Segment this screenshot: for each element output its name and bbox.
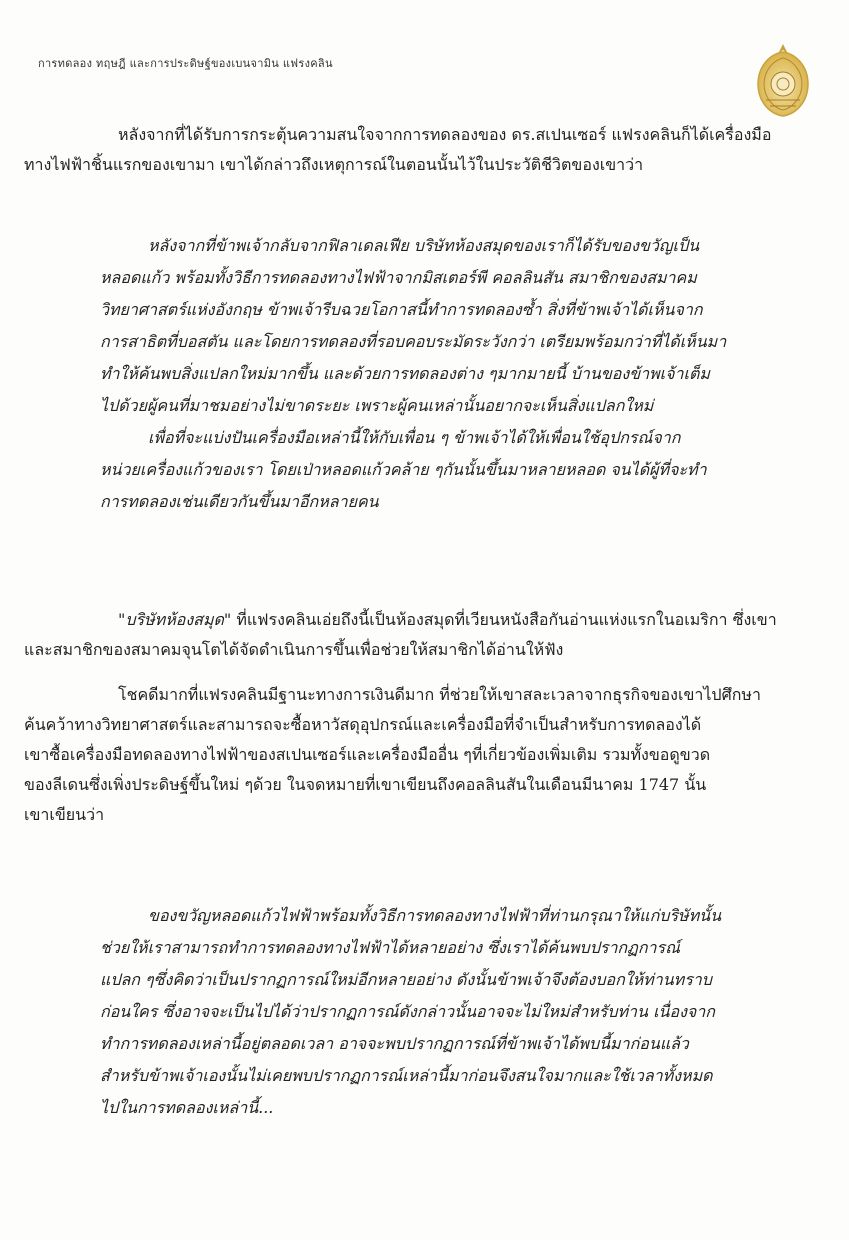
text-line: สำหรับข้าพเจ้าเองนั้นไม่เคยพบปรากฏการณ์เหล่านี้มาก่อนจึงสนใจมากและใช้เวลาทั้งหมด: [100, 1066, 713, 1085]
text-line: การสาธิตที่บอสตัน และโดยการทดลองที่รอบคอบระมัดระวังกว่า เตรียมพร้อมกว่าที่ได้เห็นมา: [100, 332, 727, 351]
text-line: หน่วยเครื่องแก้วของเรา โดยเป่าหลอดแก้วคล้าย ๆกันนั้นขึ้นมาหลายหลอด จนได้ผู้ที่จะทำ: [100, 460, 707, 479]
text-line: โชคดีมากที่แฟรงคลินมีฐานะทางการเงินดีมาก ที่ช่วยให้เขาสละเวลาจากธุรกิจของเขาไปศึกษา: [118, 685, 761, 704]
text-line: ทางไฟฟ้าชิ้นแรกของเขามา เขาได้กล่าวถึงเหตุการณ์ในตอนนั้นไว้ในประวัติชีวิตของเขาว่า: [24, 155, 644, 174]
text-line: เพื่อที่จะแบ่งปันเครื่องมือเหล่านี้ให้กับเพื่อน ๆ ข้าพเจ้าได้ให้เพื่อนใช้อุปกรณ์จาก: [148, 428, 681, 447]
running-header: การทดลอง ทฤษฎี และการประดิษฐ์ของเบนจามิน แฟรงคลิน: [38, 57, 333, 70]
text-line: วิทยาศาสตร์แห่งอังกฤษ ข้าพเจ้ารีบฉวยโอกาสนี้ทำการทดลองซ้ำ สิ่งที่ข้าพเจ้าได้เห็นจาก: [100, 300, 703, 319]
emphasis-term: "บริษัทห้องสมุด": [118, 610, 232, 629]
blockquote-franklin-2: [100, 900, 748, 1124]
text-line: และสมาชิกของสมาคมจุนโตได้จัดดำเนินการขึ้นเพื่อช่วยให้สมาชิกได้อ่านให้ฟัง: [24, 640, 564, 659]
paragraph-library-company: [24, 605, 796, 665]
text-line: ไปในการทดลองเหล่านี้...: [100, 1098, 274, 1117]
emblem-logo: [752, 40, 814, 120]
text-line: หลังจากที่ข้าพเจ้ากลับจากฟิลาเดลเฟีย บริษัทห้องสมุดของเราก็ได้รับของขวัญเป็น: [148, 236, 700, 255]
text-line: แปลก ๆซึ่งคิดว่าเป็นปรากฏการณ์ใหม่อีกหลายอย่าง ดังนั้นข้าพเจ้าจึงต้องบอกให้ท่านทราบ: [100, 970, 712, 989]
text-line: ทำการทดลองเหล่านี้อยู่ตลอดเวลา อาจจะพบปรากฏการณ์ที่ข้าพเจ้าได้พบนี้มาก่อนแล้ว: [100, 1034, 689, 1053]
text-line: ที่แฟรงคลินเอ่ยถึงนี้เป็นห้องสมุดที่เวียนหนังสือกันอ่านแห่งแรกในอเมริกา ซึ่งเขา: [231, 610, 777, 629]
blockquote-franklin-1: [100, 230, 748, 518]
text-line: การทดลองเช่นเดียวกันขึ้นมาอีกหลายคน: [100, 492, 379, 511]
text-line: ทำให้ค้นพบสิ่งแปลกใหม่มากขึ้น และด้วยการทดลองต่าง ๆมากมายนี้ บ้านของข้าพเจ้าเต็ม: [100, 364, 710, 383]
text-line: ค้นคว้าทางวิทยาศาสตร์และสามารถจะซื้อหาวัสดุอุปกรณ์และเครื่องมือที่จำเป็นสำหรับการทดลองได้: [24, 715, 702, 734]
text-line: เขาซื้อเครื่องมือทดลองทางไฟฟ้าของสเปนเซอร์และเครื่องมืออื่น ๆที่เกี่ยวข้องเพิ่มเติม รวมทั้งขอดูขวด: [24, 745, 711, 764]
paragraph-finances: [24, 680, 796, 830]
text-line: ก่อนใคร ซึ่งอาจจะเป็นไปได้ว่าปรากฏการณ์ดังกล่าวนั้นอาจจะไม่ใหม่สำหรับท่าน เนื่องจาก: [100, 1002, 715, 1021]
text-line: ไปด้วยผู้คนที่มาชมอย่างไม่ขาดระยะ เพราะผู้คนเหล่านั้นอยากจะเห็นสิ่งแปลกใหม่: [100, 396, 654, 415]
text-line: ช่วยให้เราสามารถทำการทดลองทางไฟฟ้าได้หลายอย่าง ซึ่งเราได้ค้นพบปรากฏการณ์: [100, 938, 680, 957]
text-line: ของลีเดนซึ่งเพิ่งประดิษฐ์ขึ้นใหม่ ๆด้วย ในจดหมายที่เขาเขียนถึงคอลลินสันในเดือนมีนาคม 1747 นั้น: [24, 775, 707, 794]
paragraph-intro: [24, 120, 796, 180]
text-line: เขาเขียนว่า: [24, 805, 105, 824]
text-line: หลอดแก้ว พร้อมทั้งวิธีการทดลองทางไฟฟ้าจากมิสเตอร์พี คอลลินสัน สมาชิกของสมาคม: [100, 268, 697, 287]
text-line: ของขวัญหลอดแก้วไฟฟ้าพร้อมทั้งวิธีการทดลองทางไฟฟ้าที่ท่านกรุณาให้แก่บริษัทนั้น: [148, 906, 722, 925]
text-line: หลังจากที่ได้รับการกระตุ้นความสนใจจากการทดลองของ ดร.สเปนเซอร์ แฟรงคลินก็ได้เครื่องมือ: [118, 125, 772, 144]
